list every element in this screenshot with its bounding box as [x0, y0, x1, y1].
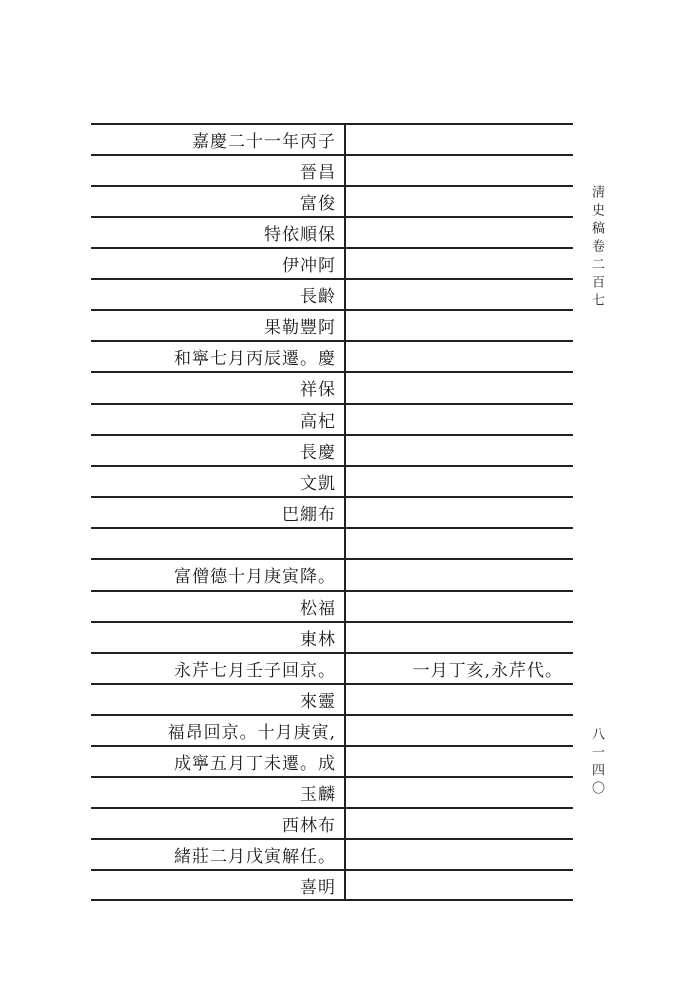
row-text: 東林 — [300, 629, 336, 650]
row-text: 喜明 — [300, 877, 336, 898]
row-text: 祥保 — [300, 379, 336, 400]
row-text: 富僧德十月庚寅降。 — [174, 566, 336, 587]
row-text: 長齡 — [300, 286, 336, 307]
row-text: 巴綳布 — [282, 504, 336, 525]
row-text-right — [346, 591, 573, 621]
row-text: 和寧七月丙辰遷。慶 — [174, 348, 336, 369]
row-text-right — [346, 528, 573, 558]
row-text-right — [346, 341, 573, 371]
row-text-right — [346, 746, 573, 776]
row-text: 嘉慶二十一年丙子 — [192, 131, 336, 152]
row-text: 來靈 — [300, 691, 336, 712]
row-text: 特依順保 — [264, 224, 336, 245]
row-text-right — [346, 466, 573, 496]
row-text-right — [346, 248, 573, 278]
row-text-right — [346, 124, 573, 154]
row-text: 高杞 — [300, 411, 336, 432]
row-text-right — [346, 217, 573, 247]
row-text: 玉麟 — [300, 784, 336, 805]
row-text-right — [346, 372, 573, 402]
row-text: 長慶 — [300, 442, 336, 463]
row-text-right — [346, 497, 573, 527]
margin-title: 淸史稿卷二百七 — [589, 185, 604, 311]
row-text: 成寧五月丁未遷。成 — [174, 753, 336, 774]
row-text-right — [346, 715, 573, 745]
row-text: 果勒豐阿 — [264, 317, 336, 338]
row-text: 松福 — [300, 598, 336, 619]
row-text-right — [346, 777, 573, 807]
row-text-right — [346, 870, 573, 900]
row-text: 文凱 — [300, 473, 336, 494]
row-text-right — [346, 279, 573, 309]
row-text-right — [346, 155, 573, 185]
row-text — [91, 528, 344, 558]
row-text-right — [346, 404, 573, 434]
row-text-right — [346, 310, 573, 340]
row-text: 富俊 — [300, 193, 336, 214]
official-table — [91, 123, 573, 901]
row-text: 緒莊二月戊寅解任。 — [174, 846, 336, 867]
row-text-right — [346, 186, 573, 216]
row-text-right: 一月丁亥,永芹代。 — [412, 660, 563, 681]
row-text: 伊冲阿 — [282, 255, 336, 276]
page-number: 八一四〇 — [589, 727, 604, 799]
row-text-right — [346, 684, 573, 714]
row-text: 福昂回京。十月庚寅, — [167, 722, 336, 743]
row-text: 永芹七月壬子回京。 — [174, 660, 336, 681]
row-text-right — [346, 559, 573, 589]
row-text: 西林布 — [282, 815, 336, 836]
row-text-right — [346, 808, 573, 838]
row-text: 晉昌 — [300, 162, 336, 183]
row-text-right — [346, 839, 573, 869]
row-text-right — [346, 622, 573, 652]
row-text-right — [346, 435, 573, 465]
